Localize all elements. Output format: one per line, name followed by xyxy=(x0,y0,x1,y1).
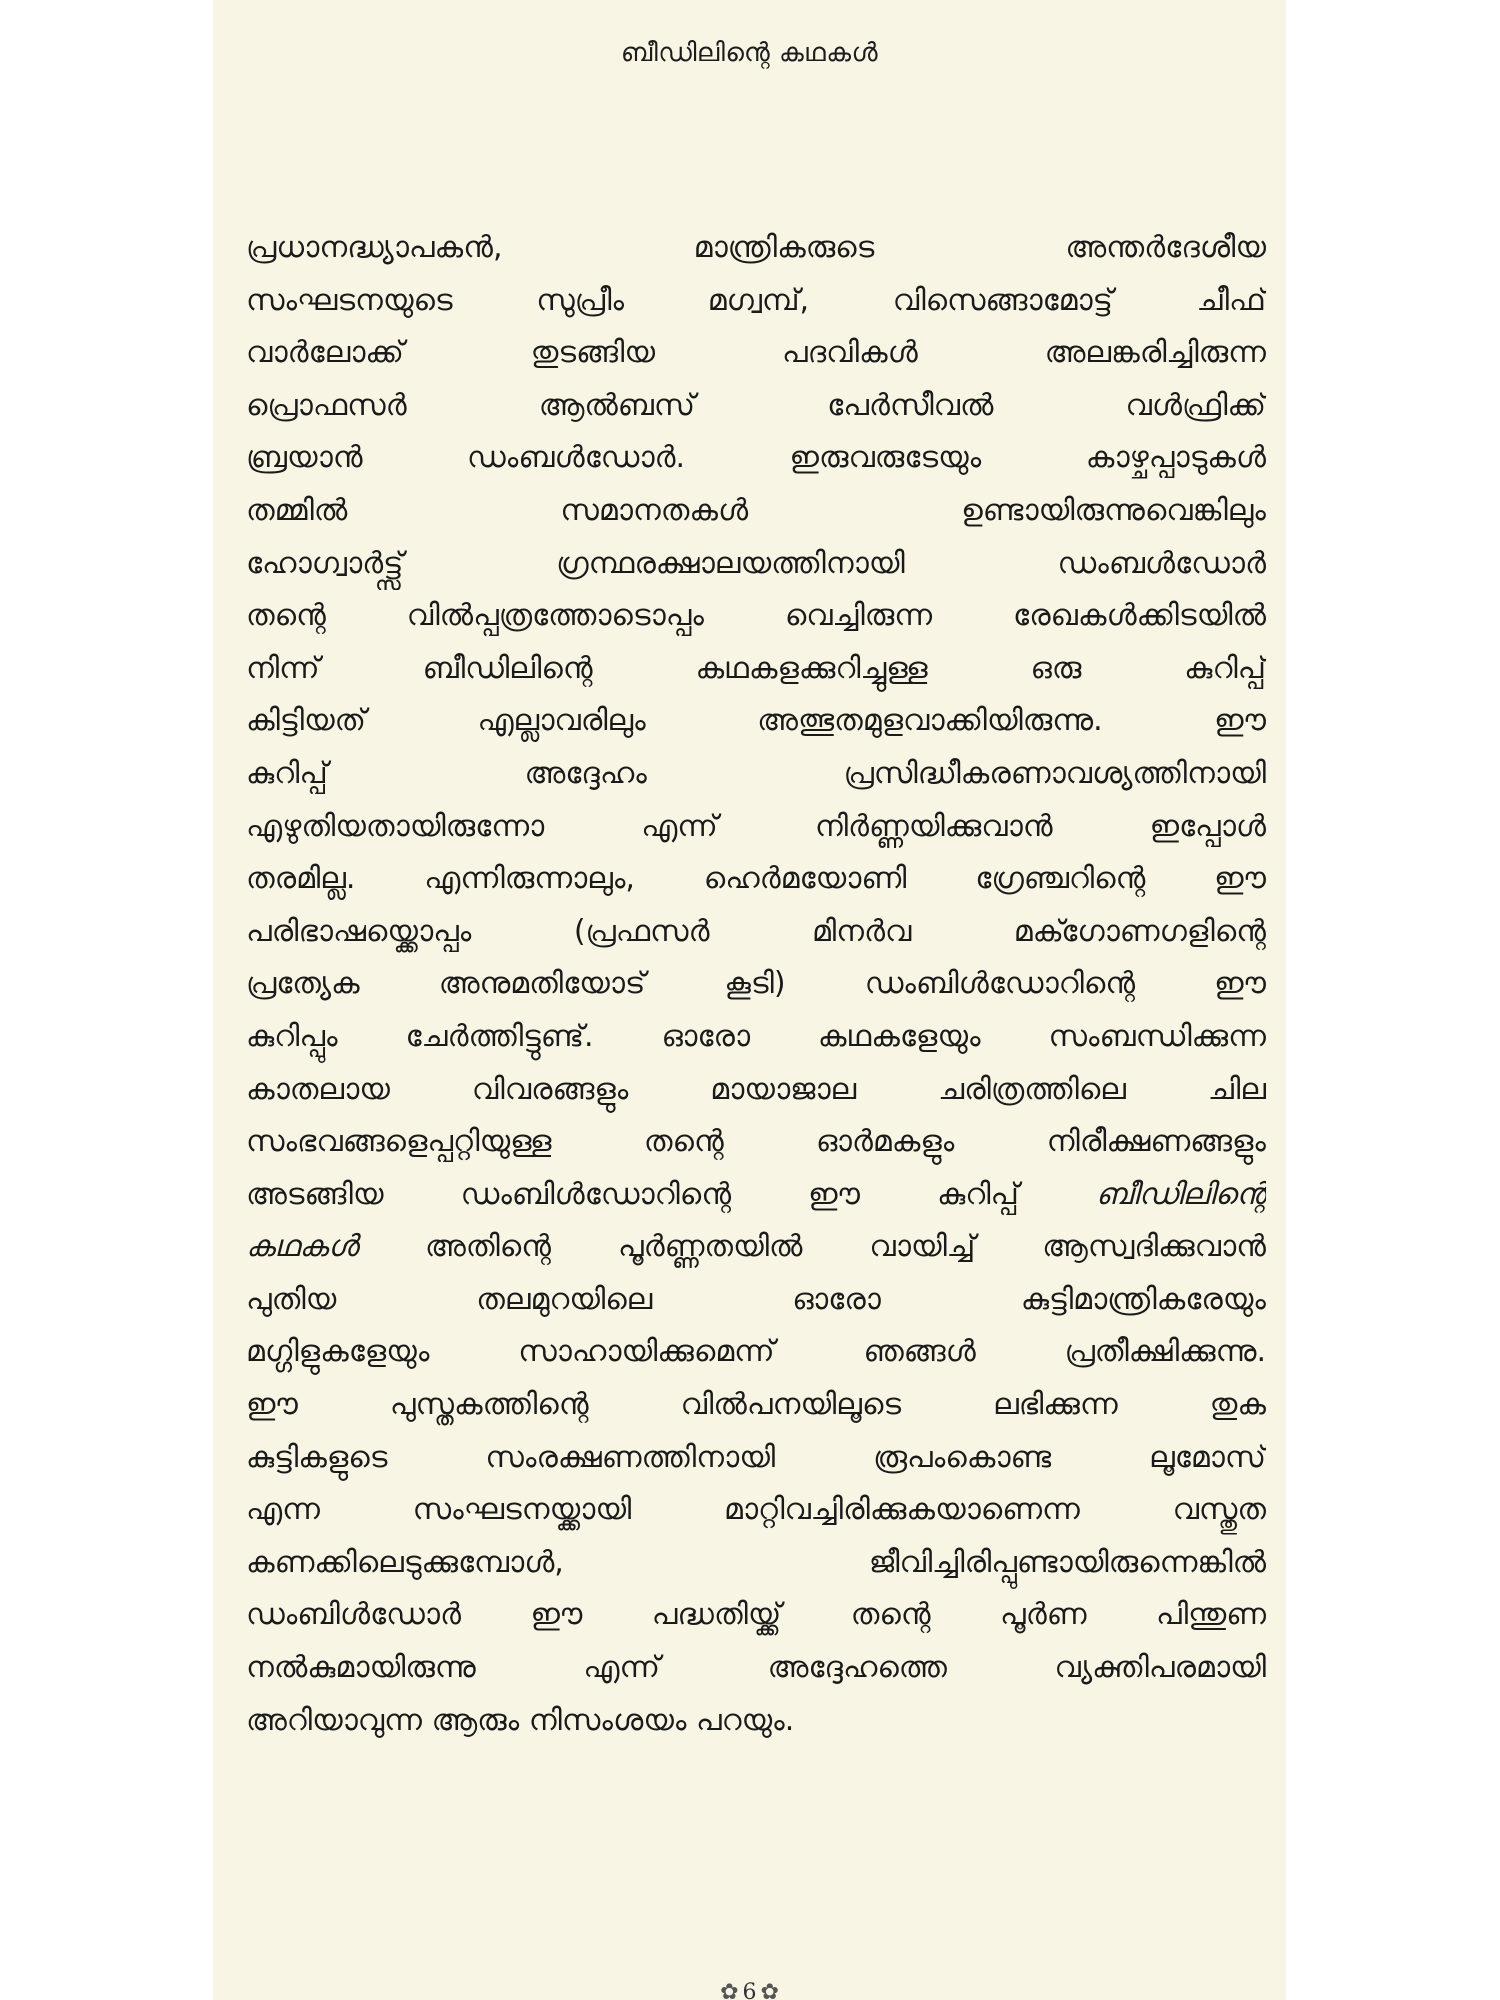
body-paragraph xyxy=(246,222,1266,1747)
text-line: ഡംബിൾഡോർ ഈ പദ്ധതിയ്ക്ക് തന്റെ പൂർണ പിന്തുണ xyxy=(246,1597,1266,1633)
italic-book-title-part: കഥകൾ xyxy=(246,1229,359,1265)
text-line: പരിഭാഷയ്ക്കൊപ്പം (പ്രഫസർ മിനർവ മക്ഗോണഗളിന്റെ xyxy=(246,913,1266,949)
flower-ornament-icon: ✿ xyxy=(720,1980,739,2000)
page-folio xyxy=(213,1980,1286,2000)
text-line: തന്റെ വിൽപ്പത്രത്തോടൊപ്പം വെച്ചിരുന്ന രേഖകൾക്കിടയിൽ xyxy=(246,598,1266,634)
text-line: തമ്മിൽ സമാനതകൾ ഉണ്ടായിരുന്നുവെങ്കിലും xyxy=(246,492,1266,528)
text-line: കുറിപ്പ് അദ്ദേഹം പ്രസിദ്ധീകരണാവശ്യത്തിനായി xyxy=(246,755,1266,791)
line-text: അതിന്റെ പൂർണ്ണതയിൽ വായിച്ച് ആസ്വദിക്കുവാൻ xyxy=(425,1229,1266,1265)
text-line: സംഘടനയുടെ സുപ്രീം മഗ്വമ്പ്, വിസെങ്ങാമോട്ട് ചീഫ് xyxy=(246,282,1266,318)
text-line: എഴുതിയതായിരുന്നോ എന്ന് നിർണ്ണയിക്കുവാൻ ഇപ്പോൾ xyxy=(246,808,1266,844)
line-text: അടങ്ങിയ ഡംബിൾഡോറിന്റെ ഈ കുറിപ്പ് xyxy=(246,1176,1019,1212)
text-line: കണക്കിലെടുക്കുമ്പോൾ, ജീവിച്ചിരിപ്പുണ്ടായിരുന്നെങ്കിൽ xyxy=(246,1544,1266,1580)
text-line: കിട്ടിയത് എല്ലാവരിലും അത്ഭുതമുളവാക്കിയിരുന്നു. ഈ xyxy=(246,703,1266,739)
text-line: നൽകുമായിരുന്നു എന്ന് അദ്ദേഹത്തെ വ്യക്തിപരമായി xyxy=(246,1650,1266,1686)
running-head: ബീഡിലിന്റെ കഥകൾ xyxy=(620,38,879,68)
page-number: 6 xyxy=(742,1980,757,2000)
text-line: വാർലോക്ക് തുടങ്ങിയ പദവികൾ അലങ്കരിച്ചിരുന്ന xyxy=(246,335,1266,371)
text-line-with-italic xyxy=(246,1169,1266,1222)
text-line: പ്രൊഫസർ ആൽബസ് പേർസീവൽ വൾഫ്രിക്ക് xyxy=(246,387,1266,423)
text-line: പുതിയ തലമുറയിലെ ഓരോ കുട്ടിമാന്ത്രികരേയും xyxy=(246,1281,1266,1317)
text-line: പ്രധാനദ്ധ്യാപകൻ, മാന്ത്രികരുടെ അന്തർദേശീയ xyxy=(246,230,1266,265)
text-line: എന്ന സംഘടനയ്ക്കായി മാറ്റിവച്ചിരിക്കുകയാണെന്ന വസ്തുത xyxy=(246,1492,1266,1528)
text-line: തരമില്ല. എന്നിരുന്നാലും, ഹെർമയോണി ഗ്രേഞ്ചറിന്റെ ഈ xyxy=(246,861,1266,897)
text-line: മഗ്ഗിളുകളേയും സാഹായിക്കുമെന്ന് ഞങ്ങൾ പ്രതീക്ഷിക്കുന്നു. xyxy=(246,1334,1266,1370)
text-line-with-italic xyxy=(246,1221,1266,1274)
text-line: കുറിപ്പും ചേർത്തിട്ടുണ്ട്. ഓരോ കഥകളേയും സംബന്ധിക്കുന്ന xyxy=(246,1018,1266,1054)
text-line: കാതലായ വിവരങ്ങളും മായാജാല ചരിത്രത്തിലെ ചില xyxy=(246,1071,1266,1107)
text-line: ഹോഗ്വാർട്ട്സ് ഗ്രന്ഥരക്ഷാലയത്തിനായി ഡംബൾഡോർ xyxy=(246,545,1266,581)
text-line: പ്രത്യേക അനുമതിയോട് കൂടി) ഡംബിൾഡോറിന്റെ ഈ xyxy=(246,966,1266,1002)
text-line: നിന്ന് ബീഡിലിന്റെ കഥകളക്കുറിച്ചുള്ള ഒരു കുറിപ്പ് xyxy=(246,650,1266,686)
text-line: സംഭവങ്ങളെപ്പറ്റിയുള്ള തന്റെ ഓർമകളും നിരീക്ഷണങ്ങളും xyxy=(246,1124,1266,1160)
text-line: ഈ പുസ്തകത്തിന്റെ വിൽപനയിലൂടെ ലഭിക്കുന്ന തുക xyxy=(246,1387,1266,1423)
italic-book-title-part: ബീഡിലിന്റെ xyxy=(1095,1176,1266,1212)
book-page xyxy=(213,0,1286,2000)
text-line: അറിയാവുന്ന ആരും നിസംശയം പറയും. xyxy=(246,1702,795,1738)
text-line: കുട്ടികളുടെ സംരക്ഷണത്തിനായി രൂപംകൊണ്ട ലൂമോസ് xyxy=(246,1439,1266,1475)
text-line: ബ്രയാൻ ഡംബൾഡോർ. ഇരുവരുടേയും കാഴ്ചപ്പാടുകൾ xyxy=(246,440,1266,476)
flower-ornament-icon: ✿ xyxy=(760,1980,779,2000)
